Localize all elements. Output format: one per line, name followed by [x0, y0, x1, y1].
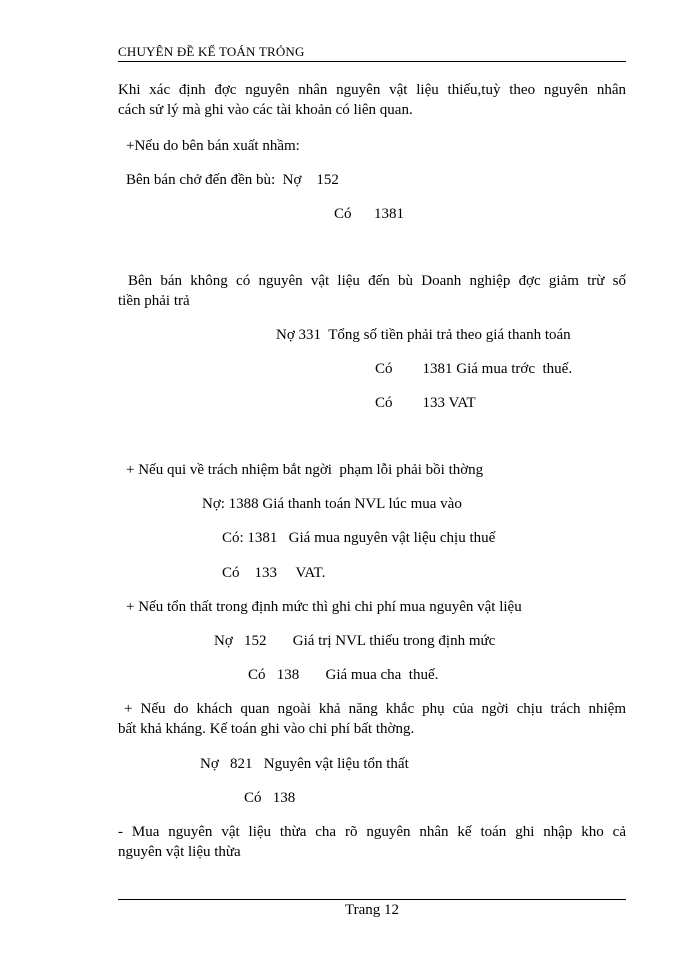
journal-entry-line: Có 133 VAT — [375, 395, 476, 411]
journal-entry-line: Có: 1381 Giá mua nguyên vật liệu chịu thuế — [222, 530, 496, 546]
paragraph-line: Khi xác định đợc nguyên nhân nguyên vật liệu thiếu,tuỳ theo nguyên nhân — [118, 82, 626, 98]
journal-entry-line: Nợ 821 Nguyên vật liệu tổn thất — [200, 756, 409, 772]
paragraph-line: bất khả kháng. Kế toán ghi vào chi phí bất thờng. — [118, 721, 415, 737]
paragraph-line: Có 1381 — [334, 206, 405, 222]
paragraph-line: cách sử lý mà ghi vào các tài khoản có liên quan. — [118, 102, 413, 118]
page-header-title: CHUYÊN ĐỀ KẾ TOÁN TRỎNG — [118, 44, 305, 59]
page-number: Trang 12 — [344, 902, 400, 918]
paragraph-line: tiền phải trả — [118, 293, 190, 309]
journal-entry-line: Có 138 — [244, 790, 296, 806]
paragraph-line: Bên bán chở đến đền bù: Nợ 152 — [126, 172, 339, 188]
header-divider — [118, 61, 626, 62]
paragraph-line: +Nếu do bên bán xuất nhầm: — [126, 138, 300, 154]
journal-entry-line: Nợ 152 Giá trị NVL thiếu trong định mức — [214, 633, 496, 649]
journal-entry-line: Nợ: 1388 Giá thanh toán NVL lúc mua vào — [202, 496, 462, 512]
paragraph-line: + Nếu tổn thất trong định mức thì ghi chi phí mua nguyên vật liệu — [126, 599, 522, 615]
journal-entry-line: Nợ 331 Tổng số tiền phải trả theo giá thanh toán — [276, 327, 571, 343]
paragraph-line: - Mua nguyên vật liệu thừa cha rõ nguyên nhân kế toán ghi nhập kho cả — [118, 824, 626, 840]
journal-entry-line: Có 1381 Giá mua trớc thuế. — [375, 361, 573, 377]
journal-entry-line: Có 133 VAT. — [222, 565, 326, 581]
paragraph-line: nguyên vật liệu thừa — [118, 844, 241, 860]
paragraph-line: Bên bán không có nguyên vật liệu đến bù Doanh nghiệp đợc giảm trừ số — [128, 273, 626, 289]
paragraph-line: + Nếu do khách quan ngoài khả năng khắc phụ của ngời chịu trách nhiệm — [124, 701, 626, 717]
footer-divider — [118, 899, 626, 900]
journal-entry-line: Có 138 Giá mua cha thuế. — [248, 667, 439, 683]
paragraph-line: + Nếu qui về trách nhiệm bắt ngời phạm lỗi phải bồi thờng — [126, 462, 484, 478]
